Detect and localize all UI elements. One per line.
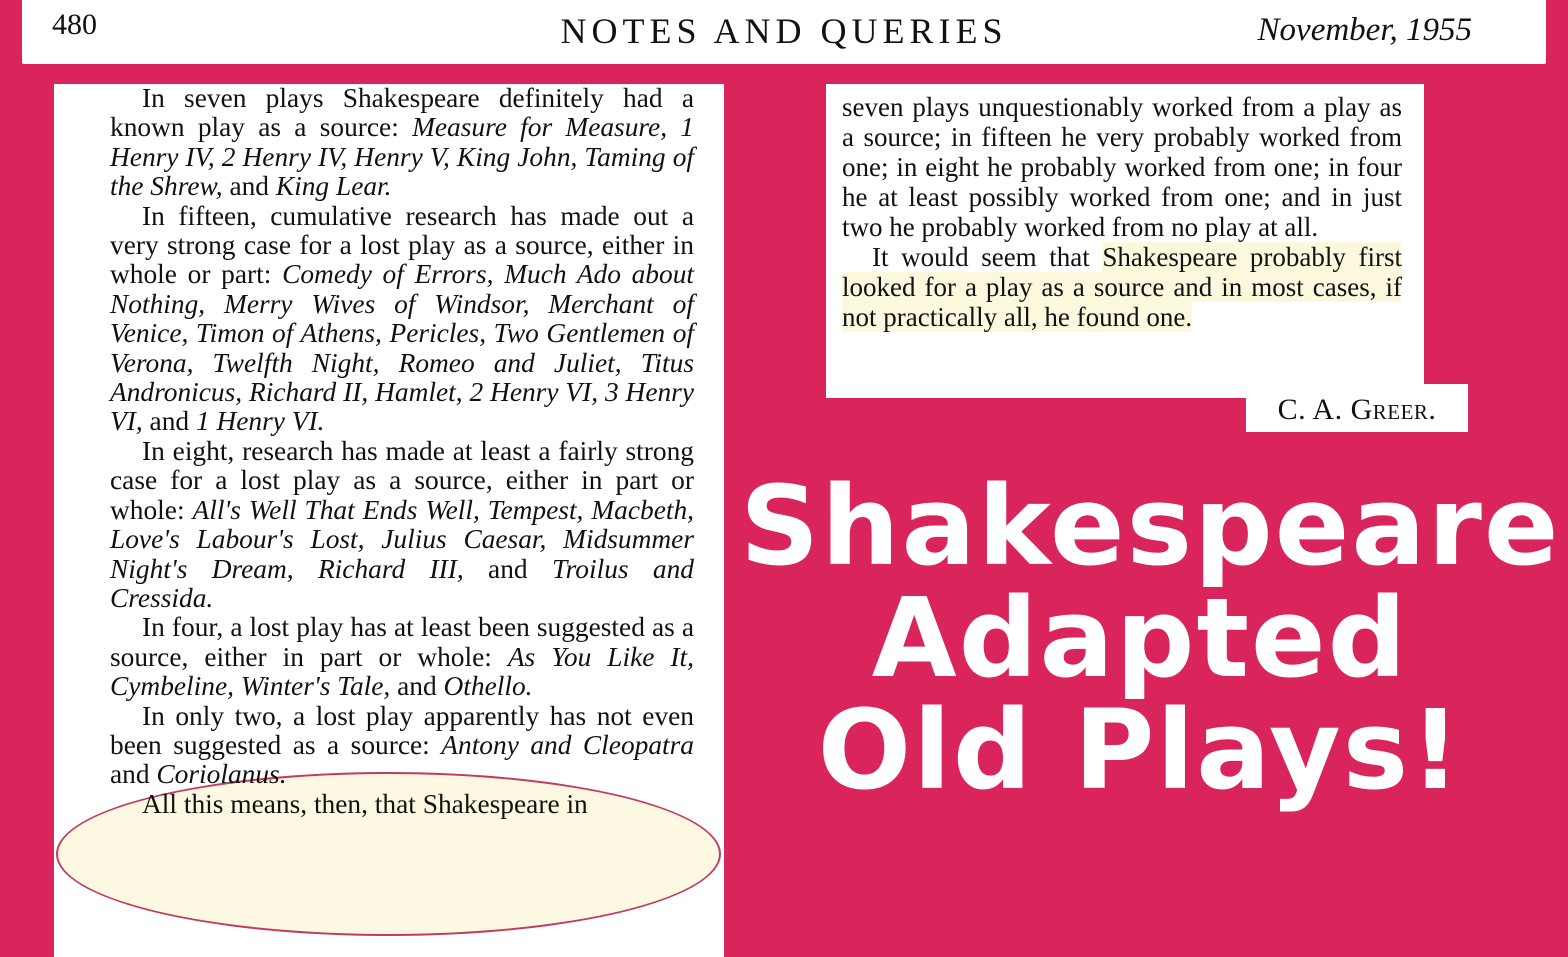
headline-line-2: Adapted [871,574,1409,702]
paragraph-seven: In seven plays Shakespeare definitely had a known play as a source: Measure for Measure, 1 Henry IV, 2 Henry IV, Henry V, King John, Taming of the Shrew, and King Lear. [110,84,695,202]
journal-title: NOTES AND QUERIES [560,11,1008,51]
page-number: 480 [52,8,97,41]
paragraph-conclusion-start: All this means, then, that Shakespeare in [142,788,588,819]
highlighted-text: Shakespeare probably first looked for a play as a source and in most cases, if not practically all, he found one. [842,242,1402,332]
paragraph-four: In four, a lost play has at least been suggested as a source, either in part or whole: As You Like It, Cymbeline, Winter's Tale, and Othello. [110,612,695,702]
paragraph-summary: seven plays unquestionably worked from a play as a source; in fifteen he very probably worked from one; in eight he probably worked from one; in four he at least possibly worked from one; and in just two he probably worked from no play at all. [842,92,1402,242]
headline-line-3: Old Plays! [817,686,1463,814]
article-text-left [110,84,694,819]
journal-header [22,0,1546,64]
author-byline: C. A. Greer. [1246,384,1468,432]
article-column-left [54,84,724,957]
headline-line-1: Shakespeare [740,462,1561,590]
article-clipping-right [826,84,1424,398]
article-text-right [842,92,1402,332]
paragraph-fifteen: In fifteen, cumulative research has made out a very strong case for a lost play as a source, either in whole or part: Comedy of Errors, Much Ado about Nothing, Merry Wives of Windsor, Merchant of Venice, Timon of Athens, Pericles, Two Gentlemen of Verona, Twelfth Night, Romeo and Juliet, Titus Andronicus, Richard II, Hamlet, 2 Henry VI, 3 Henry VI, and 1 Henry VI. [110,200,694,437]
headline [740,462,1561,814]
issue-date: November, 1955 [1257,12,1472,48]
paragraph-conclusion: It would seem that Shakespeare probably first looked for a play as a source and in most cases, if not practically all, he found one. [842,242,1402,332]
paragraph-eight: In eight, research has made at least a fairly strong case for a lost play as a source, either in part or whole: All's Well That Ends Well, Tempest, Macbeth, Love's Labour's Lost, Julius Caesar, Midsummer Night's Dream, Richard III, and Troilus and Cressida. [110,435,695,613]
paragraph-two: In only two, a lost play apparently has not even been suggested as a source: Antony and Cleopatra and Coriolanus. [110,700,695,790]
